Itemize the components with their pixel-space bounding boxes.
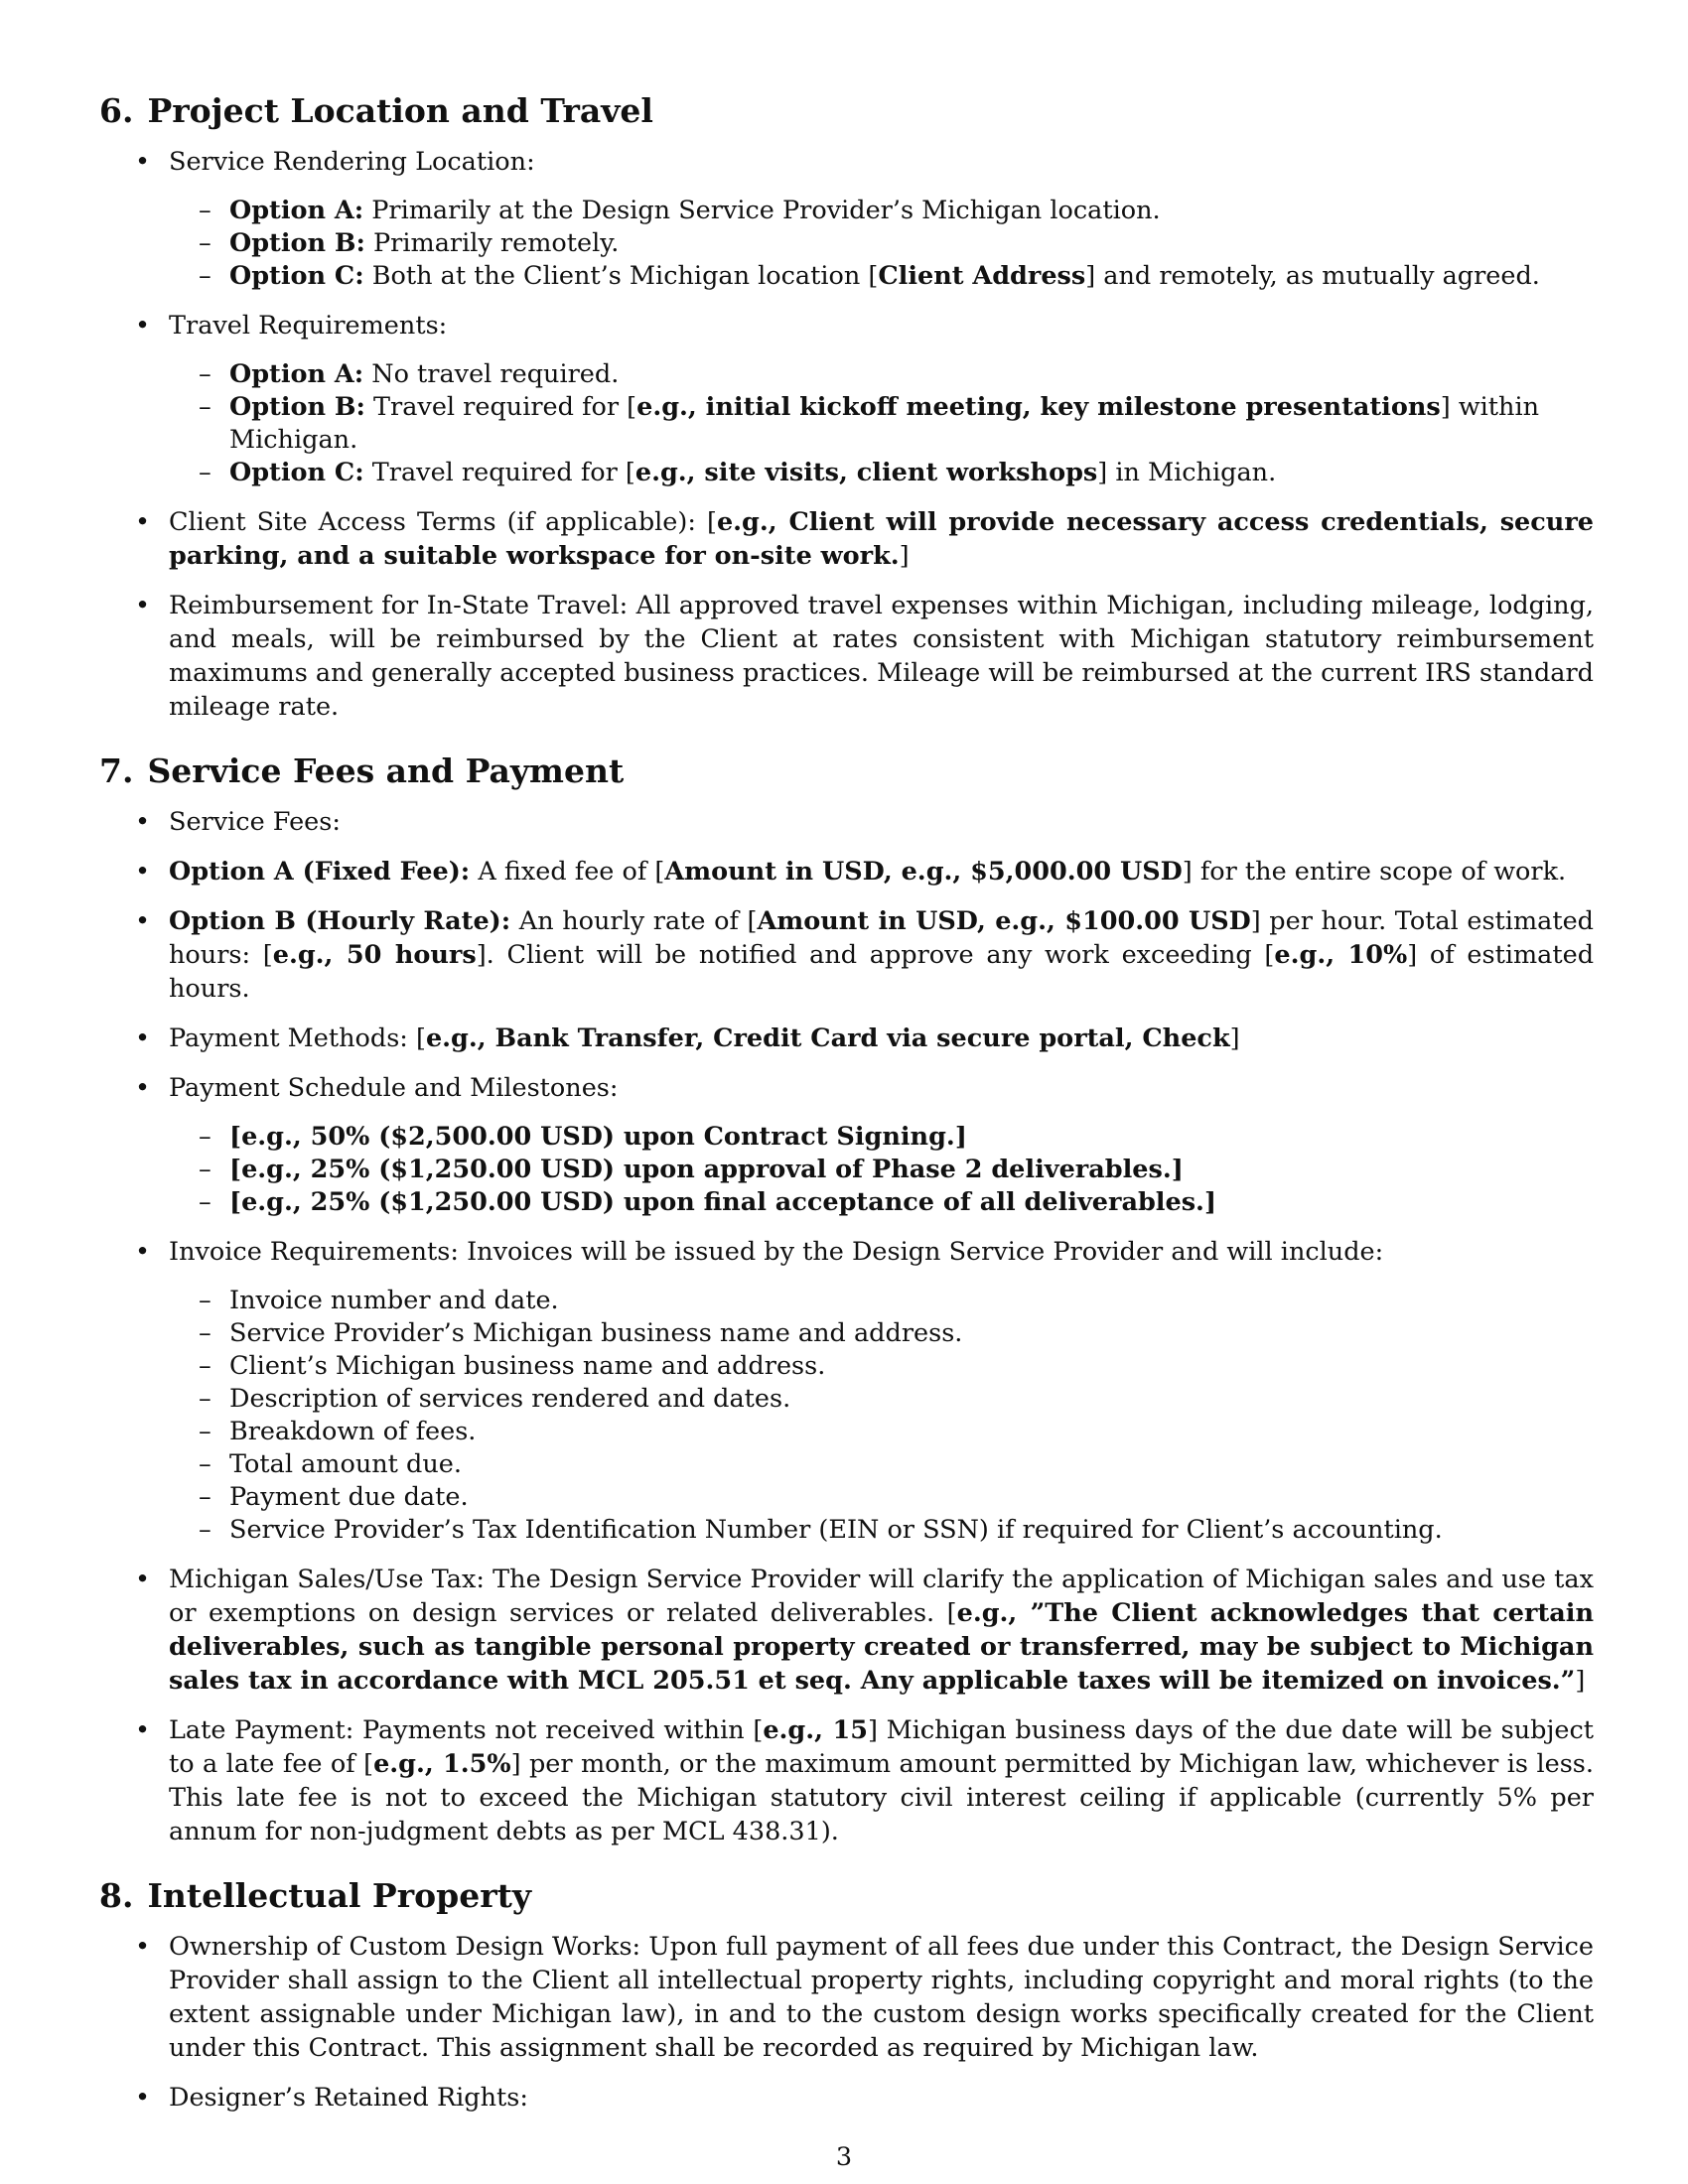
list-item: – [e.g., 25% ($1,250.00 USD) upon final acceptance of all deliverables.] bbox=[169, 1186, 1594, 1219]
section-6 bbox=[99, 89, 1594, 724]
list-item: • Option B (Hourly Rate): An hourly rate of [Amount in USD, e.g., $100.00 USD] per hour. Total estimated hours: [e.g., 50 hours]. Client will be notified and approve any work exceeding [e.g., 10%] of estimated hours. bbox=[99, 904, 1594, 1006]
bullet-list bbox=[99, 145, 1594, 724]
list-item: • Option A (Fixed Fee): A fixed fee of [Amount in USD, e.g., $5,000.00 USD] for the entire scope of work. bbox=[99, 855, 1594, 888]
list-item: • Payment Methods: [e.g., Bank Transfer, Credit Card via secure portal, Check] bbox=[99, 1022, 1594, 1055]
list-item: • Service Fees: bbox=[99, 805, 1594, 839]
list-item: • Designer’s Retained Rights: bbox=[99, 2081, 1594, 2115]
list-item: – Option C: Both at the Client’s Michigan location [Client Address] and remotely, as mutually agreed. bbox=[169, 260, 1594, 293]
list-item: – Description of services rendered and dates. bbox=[169, 1383, 1594, 1416]
sub-list bbox=[169, 195, 1594, 293]
bullet-list bbox=[99, 1930, 1594, 2115]
list-item: – Breakdown of fees. bbox=[169, 1416, 1594, 1448]
list-item: – Invoice number and date. bbox=[169, 1285, 1594, 1317]
sub-list bbox=[169, 1285, 1594, 1547]
list-item: – Payment due date. bbox=[169, 1481, 1594, 1514]
section-heading: 8. Intellectual Property bbox=[99, 1876, 532, 1915]
list-item: • Invoice Requirements: Invoices will be issued by the Design Service Provider and will include: – Invoice number and date. – Service Provider’s Michigan business name and address. – Client’s Michigan business name and address. – Description of services rendered and dates. – Breakdown of fees. – Total amount due. – Payment due date. – Service Provider’s Tax Identification Number (EIN or SSN) if required for Client’s accounting. bbox=[99, 1235, 1594, 1547]
section-heading: 7. Service Fees and Payment bbox=[99, 751, 625, 790]
section-7 bbox=[99, 750, 1594, 1848]
page-number: 3 bbox=[835, 2142, 853, 2172]
list-item: • Service Rendering Location: – Option A: Primarily at the Design Service Provider’s Michigan location. – Option B: Primarily remotely. – Option C: Both at the Client’s Michigan location [Client Address] and remotely, as mutually agreed. bbox=[99, 145, 1594, 293]
list-item: • Ownership of Custom Design Works: Upon full payment of all fees due under this Contract, the Design Service Provider shall assign to the Client all intellectual property rights, including copyright and moral rights (to the extent assignable under Michigan law), in and to the custom design works specifically created for the Client under this Contract. This assignment shall be recorded as required by Michigan law. bbox=[99, 1930, 1594, 2065]
list-item: • Travel Requirements: – Option A: No travel required. – Option B: Travel required for [e.g., initial kickoff meeting, key milestone presentations] within Michigan. – Option C: Travel required for [e.g., site visits, client workshops] in Michigan. bbox=[99, 309, 1594, 489]
bullet-list bbox=[99, 805, 1594, 1848]
list-item: – [e.g., 50% ($2,500.00 USD) upon Contract Signing.] bbox=[169, 1121, 1594, 1154]
list-item: – Service Provider’s Tax Identification Number (EIN or SSN) if required for Client’s accounting. bbox=[169, 1514, 1594, 1547]
list-item: • Late Payment: Payments not received within [e.g., 15] Michigan business days of the due date will be subject to a late fee of [e.g., 1.5%] per month, or the maximum amount permitted by Michigan law, whichever is less. This late fee is not to exceed the Michigan statutory civil interest ceiling if applicable (currently 5% per annum for non-judgment debts as per MCL 438.31). bbox=[99, 1713, 1594, 1848]
list-item: – Service Provider’s Michigan business name and address. bbox=[169, 1317, 1594, 1350]
list-item: • Client Site Access Terms (if applicable): [e.g., Client will provide necessary access credentials, secure parking, and a suitable workspace for on-site work.] bbox=[99, 505, 1594, 573]
list-item: – Option B: Primarily remotely. bbox=[169, 227, 1594, 260]
section-heading: 6. Project Location and Travel bbox=[99, 91, 653, 130]
list-item: – Option C: Travel required for [e.g., site visits, client workshops] in Michigan. bbox=[169, 457, 1594, 489]
list-item: – Option A: Primarily at the Design Service Provider’s Michigan location. bbox=[169, 195, 1594, 227]
section-8 bbox=[99, 1874, 1594, 2115]
sub-list bbox=[169, 358, 1594, 489]
list-item: – Option A: No travel required. bbox=[169, 358, 1594, 391]
document-page bbox=[99, 89, 1594, 2140]
list-item: – Total amount due. bbox=[169, 1448, 1594, 1481]
sub-list bbox=[169, 1121, 1594, 1219]
list-item: • Michigan Sales/Use Tax: The Design Service Provider will clarify the application of Michigan sales and use tax or exemptions on design services or related deliverables. [e.g., ”The Client acknowledges that certain deliverables, such as tangible personal property created or transferred, may be subject to Michigan sales tax in accordance with MCL 205.51 et seq. Any applicable taxes will be itemized on invoices.”] bbox=[99, 1563, 1594, 1698]
list-item: • Reimbursement for In-State Travel: All approved travel expenses within Michigan, including mileage, lodging, and meals, will be reimbursed by the Client at rates consistent with Michigan statutory reimbursement maximums and generally accepted business practices. Mileage will be reimbursed at the current IRS standard mileage rate. bbox=[99, 589, 1594, 724]
list-item: – Client’s Michigan business name and address. bbox=[169, 1350, 1594, 1383]
list-item: – [e.g., 25% ($1,250.00 USD) upon approval of Phase 2 deliverables.] bbox=[169, 1154, 1594, 1186]
list-item: • Payment Schedule and Milestones: – [e.g., 50% ($2,500.00 USD) upon Contract Signing.] – [e.g., 25% ($1,250.00 USD) upon approval of Phase 2 deliverables.] – [e.g., 25% ($1,250.00 USD) upon final acceptance of all deliverables.] bbox=[99, 1071, 1594, 1219]
list-item: – Option B: Travel required for [e.g., initial kickoff meeting, key milestone presentations] within Michigan. bbox=[169, 391, 1594, 457]
